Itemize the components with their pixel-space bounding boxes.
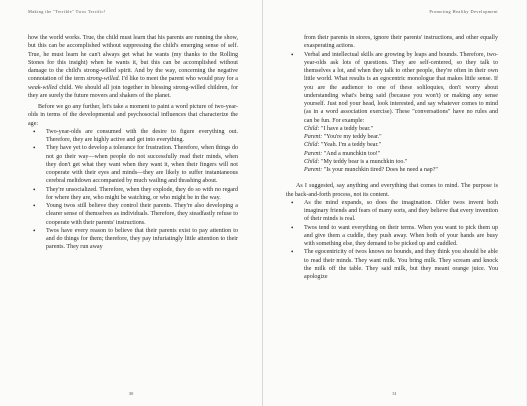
page-number: 30 bbox=[128, 391, 134, 396]
list-item: • They're unsocialized. Therefore, when they explode, they do so with no regard for where they are, who might be watching, or who might be in the way. bbox=[28, 186, 238, 203]
dialogue-line: Parent: "Is your munchkin tired? Does he need a nap?" bbox=[304, 167, 438, 173]
list-item: • Twos have every reason to believe that their parents exist to pay attention to and do things for them; therefore, they pay infuriatingly little attention to their parents. They run away bbox=[28, 227, 238, 252]
dialogue-line: Parent: "And a munchkin too!" bbox=[304, 150, 381, 157]
bullet-list bbox=[286, 51, 498, 125]
page-number: 31 bbox=[392, 391, 397, 396]
list-item: • Two-year-olds are consumed with the desire to figure everything out. Therefore, they are highly active and get into everything. bbox=[28, 128, 238, 145]
paragraph: how the world works. True, the child must learn that his parents are running the show, but this can be accomplished without suppressing the child's emerging sense of self. True, he must learn he can't always get what he wants (my thanks to the Rolling Stones for this insight) when he wants it, but this can be accomplished without damage to the child's strong-willed spirit. And by the way, concerning the negative connotation of the term strong-willed. I'd like to meet the parent who would pray for a weak-willed child. We should all join together in blessing strong-willed children, for they are surely the future movers and shakers of the planet. bbox=[28, 35, 238, 99]
running-head: Making the "Terrible" Twos Terrific! bbox=[28, 9, 106, 14]
list-item: • They have yet to develop a tolerance for frustration. Therefore, when things do not go their way—when people do not successfully read their minds, when they don't get what they want when they want it, when their fingers will not cooperate with their eyes and minds—they are likely to suffer instantaneous cerebral meltdown accompanied by much wailing and thrashing about. bbox=[28, 144, 238, 185]
dialogue-line: Parent: "You're my teddy bear." bbox=[304, 134, 382, 140]
left-page bbox=[0, 0, 263, 406]
list-item: • As the mind expands, so does the imagination. Older twos invent both imaginary friends and fears of many sorts, and they believe that every invention of their minds is real. bbox=[286, 199, 498, 224]
paragraph: As I suggested, say anything and everything that comes to mind. The purpose is the back-and-forth process, not its content. bbox=[286, 183, 498, 198]
dialogue-line: Child: "Yeah. I'm a teddy bear." bbox=[304, 142, 382, 149]
dialogue-line: Child: "My teddy bear is a munchkin too." bbox=[304, 158, 408, 165]
page-body bbox=[286, 34, 498, 281]
list-item: • The egocentricity of twos knows no bounds, and they think you should be able to read their minds. They want milk. You bring milk. They scream and knock the milk off the table. They said milk, but they meant orange juice. You apologize bbox=[286, 248, 498, 281]
bullet-list bbox=[286, 199, 498, 282]
right-page bbox=[263, 0, 526, 406]
list-item: • Verbal and intellectual skills are growing by leaps and bounds. Therefore, two-year-olds ask lots of questions. They are self-centered, so they talk to themselves a lot, and when they talk to other people, they're often in their own little world. What results is an egocentric monologue that makes little sense. If you are the audience to one of these soliloquies, don't worry about understanding what's being said (because you won't) or making any sense yourself. Just nod your head, look interested, and say whatever comes to mind (as in a word association exercise). These "conversations" have no rules and can be fun. For example: bbox=[286, 51, 498, 125]
bullet-list bbox=[28, 128, 238, 252]
list-item: • Young twos still believe they control their parents. They're also developing a clearer sense of themselves as individuals. Therefore, they steadfastly refuse to cooperate with their parents' instructions. bbox=[28, 202, 238, 227]
running-head: Promoting Healthy Development bbox=[429, 9, 498, 14]
paragraph: Before we go any further, let's take a moment to paint a word picture of two-year-olds in terms of the developmental and psychosocial influences that characterize the age: bbox=[28, 104, 238, 127]
list-item: • Twos tend to want everything on their terms. When you want to pick them up and give them a cuddle, they push away. When both of your hands are busy with something else, they demand to be picked up and cuddled. bbox=[286, 224, 498, 249]
paragraph-continued: from their parents in stores, ignore their parents' instructions, and other equally exasperating actions. bbox=[304, 35, 498, 50]
page-body bbox=[28, 34, 238, 252]
dialogue bbox=[286, 125, 498, 175]
dialogue-line: Child: "I have a teddy bear." bbox=[304, 125, 374, 132]
